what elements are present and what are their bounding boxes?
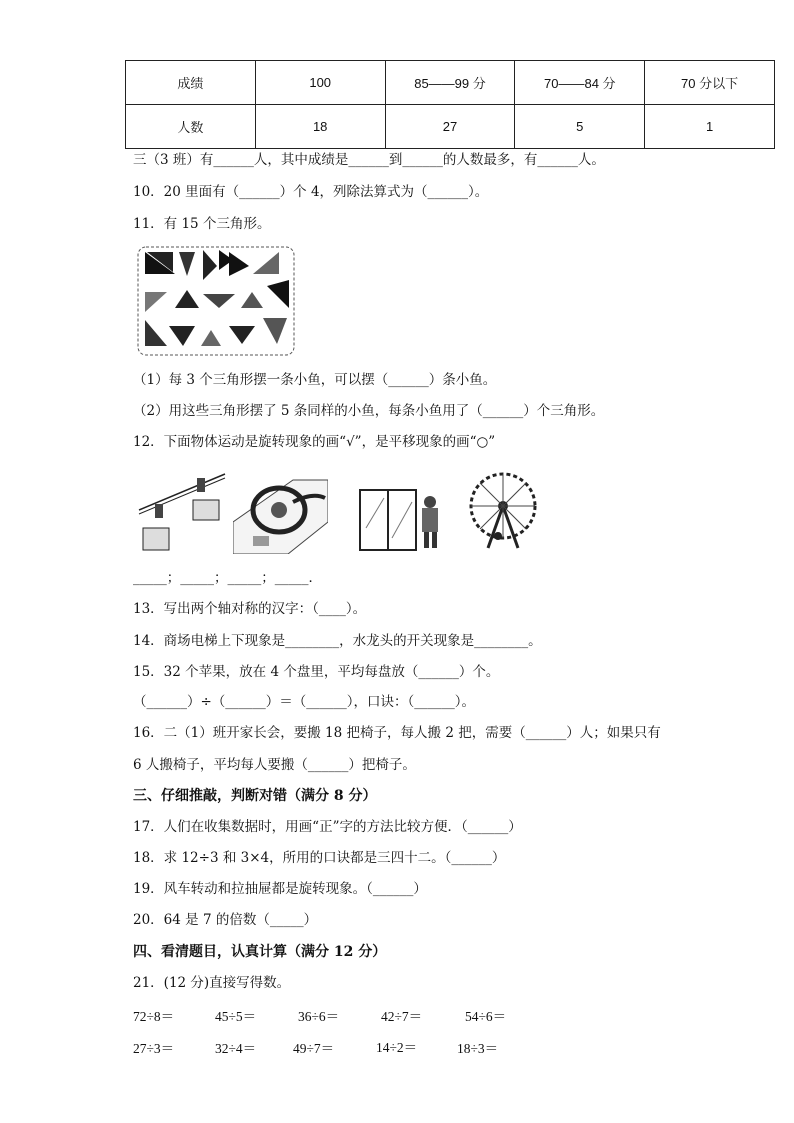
question-11-text: 11．有 15 个三角形。 <box>133 216 271 232</box>
question-16-text-line-2: 6 人搬椅子，平均每人要搬（______）把椅子。 <box>133 757 416 773</box>
table-cell: 100 <box>255 61 385 105</box>
question-15-formula: （______）÷（______）＝（______），口诀：（______）。 <box>133 694 476 710</box>
question-11-part-2: （2）用这些三角形摆了 5 条同样的小鱼，每条小鱼用了（______）个三角形。 <box>133 403 605 419</box>
table-cell: 1 <box>645 105 775 149</box>
triangles-image <box>137 246 295 356</box>
question-20-text: 20．64 是 7 的倍数（_____） <box>133 912 318 928</box>
question-17-text: 17．人们在收集数据时，用画“正”字的方法比较方便．（______） <box>133 819 522 835</box>
calc-item: 72÷8＝ <box>133 1009 175 1024</box>
calc-item: 54÷6＝ <box>465 1009 507 1024</box>
score-table <box>125 60 775 149</box>
question-15-text: 15．32 个苹果，放在 4 个盘里，平均每盘放（______）个。 <box>133 664 500 680</box>
calc-item: 49÷7＝ <box>293 1041 335 1056</box>
table-cell: 27 <box>385 105 515 149</box>
table-row <box>126 105 775 149</box>
question-14-text: 14．商场电梯上下现象是________，水龙头的开关现象是________。 <box>133 633 542 649</box>
question-9-text: 三（3 班）有______人，其中成绩是______到______的人数最多，有______人。 <box>133 152 605 168</box>
calc-item: 36÷6＝ <box>298 1009 340 1024</box>
table-row <box>126 61 775 105</box>
calc-item: 14÷2＝ <box>376 1040 418 1055</box>
question-19-text: 19．风车转动和拉抽屉都是旋转现象。（______） <box>133 881 427 897</box>
table-cell: 85——99 分 <box>385 61 515 105</box>
question-12-answer-blanks: _____；_____；_____；_____． <box>133 570 322 586</box>
calc-item: 45÷5＝ <box>215 1009 257 1024</box>
question-18-text: 18．求 12÷3 和 3×4，所用的口诀都是三四十二。（______） <box>133 850 506 866</box>
table-cell: 5 <box>515 105 645 149</box>
table-cell: 人数 <box>126 105 256 149</box>
sliding-window-image <box>358 488 446 553</box>
ferris-wheel-image <box>458 470 548 550</box>
steering-wheel-image <box>233 472 328 554</box>
question-21-text: 21．(12 分)直接写得数。 <box>133 975 291 991</box>
cable-car-image <box>137 470 227 555</box>
calc-item: 18÷3＝ <box>457 1041 499 1056</box>
table-cell: 成绩 <box>126 61 256 105</box>
question-16-text-line-1: 16．二（1）班开家长会，要搬 18 把椅子，每人搬 2 把，需要（______）人；如果只有 <box>133 725 661 741</box>
table-cell: 70 分以下 <box>645 61 775 105</box>
calc-item: 42÷7＝ <box>381 1009 423 1024</box>
table-cell: 18 <box>255 105 385 149</box>
section-4-heading: 四、看清题目，认真计算（满分 12 分） <box>133 944 387 960</box>
question-12-text: 12．下面物体运动是旋转现象的画“√”，是平移现象的画“○” <box>133 434 496 450</box>
section-3-heading: 三、仔细推敲，判断对错（满分 8 分） <box>133 788 377 804</box>
calc-item: 32÷4＝ <box>215 1041 257 1056</box>
calc-item: 27÷3＝ <box>133 1041 175 1056</box>
question-13-text: 13．写出两个轴对称的汉字：（____）。 <box>133 601 367 617</box>
question-10-text: 10．20 里面有（______）个 4，列除法算式为（______）。 <box>133 184 489 200</box>
question-11-part-1: （1）每 3 个三角形摆一条小鱼，可以摆（______）条小鱼。 <box>133 372 497 388</box>
table-cell: 70——84 分 <box>515 61 645 105</box>
